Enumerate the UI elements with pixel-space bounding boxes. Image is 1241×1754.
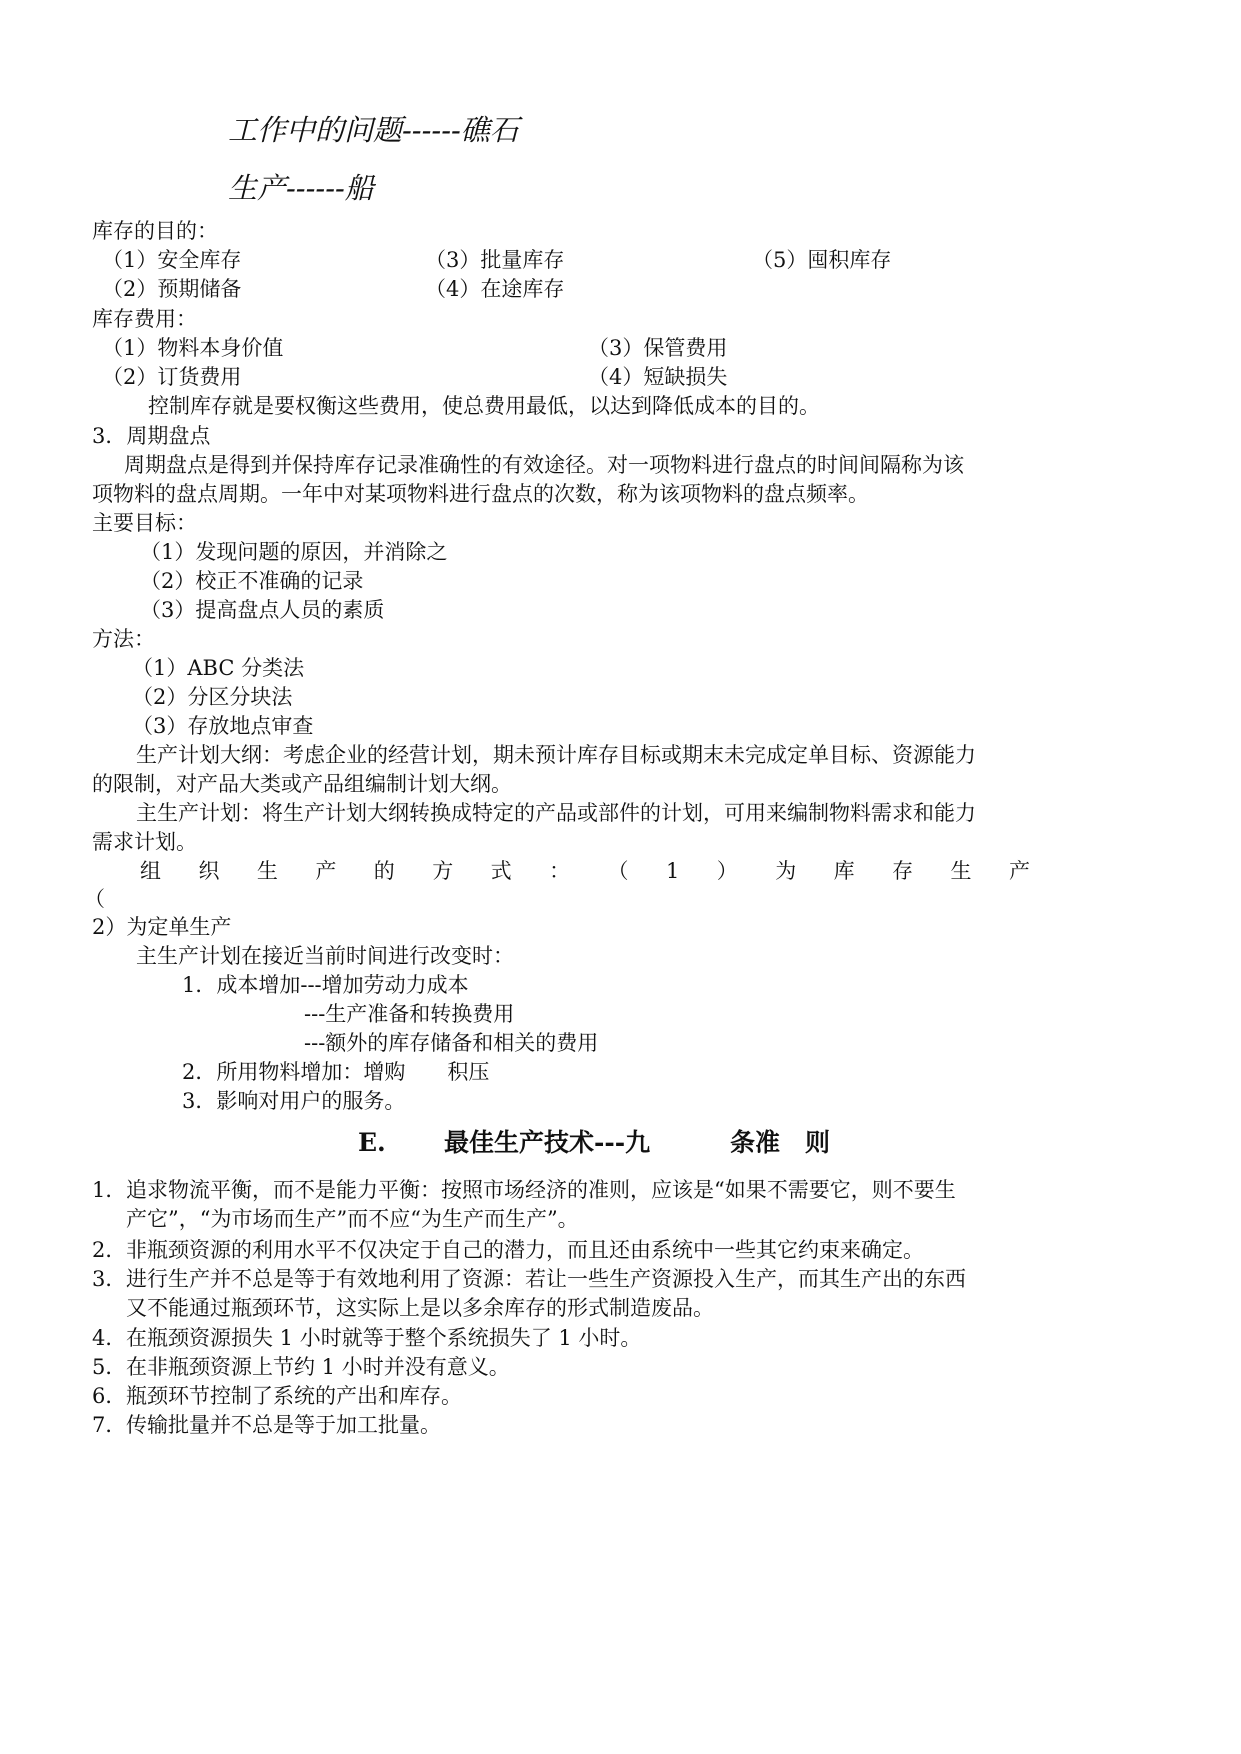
- rule-number: 2．: [92, 1238, 127, 1262]
- change-item: 1．成本增加---增加劳动力成本: [182, 973, 469, 997]
- goal-item: （2）校正不准确的记录: [140, 569, 364, 593]
- inv-purpose-item: （1）安全库存: [102, 248, 242, 272]
- inv-cost-label: 库存费用：: [92, 307, 197, 331]
- title-line-2: 生产------船: [228, 171, 374, 205]
- rule-number: 7．: [92, 1413, 127, 1437]
- method-item: （2）分区分块法: [132, 685, 293, 709]
- change-item: 2．所用物料增加：增购 积压: [182, 1060, 490, 1084]
- inv-purpose-item: （3）批量库存: [425, 248, 565, 272]
- section-e-label: E.: [358, 1128, 386, 1157]
- rule-number: 5．: [92, 1355, 127, 1379]
- spread-char: 为: [775, 859, 797, 883]
- org-method-line-2: 2）为定单生产: [92, 915, 232, 939]
- method-item: （1）ABC 分类法: [132, 656, 305, 680]
- rule-text: 传输批量并不总是等于加工批量。: [126, 1413, 441, 1437]
- change-item-sub: ---额外的库存储备和相关的费用: [304, 1031, 599, 1055]
- rule-text: 产它”，“为市场而生产”而不应“为生产而生产”。: [126, 1207, 579, 1231]
- goal-item: （3）提高盘点人员的素质: [140, 598, 385, 622]
- inv-cost-item: （1）物料本身价值: [102, 336, 284, 360]
- plan-outline-line: 的限制，对产品大类或产品组编制计划大纲。: [92, 772, 512, 796]
- rule-text: 非瓶颈资源的利用水平不仅决定于自己的潜力，而且还由系统中一些其它约束来确定。: [126, 1238, 924, 1262]
- org-method-spread-line: [140, 856, 1030, 886]
- spread-char: （: [607, 859, 629, 883]
- rule-text: 在瓶颈资源损失 1 小时就等于整个系统损失了 1 小时。: [126, 1326, 642, 1350]
- rule-number: 1．: [92, 1178, 127, 1202]
- inv-purpose-item: （5）囤积库存: [752, 248, 892, 272]
- cycle-paragraph-line: 周期盘点是得到并保持库存记录准确性的有效途径。对一项物料进行盘点的时间间隔称为该: [124, 453, 964, 477]
- mps-line: 主生产计划：将生产计划大纲转换成特定的产品或部件的计划，可用来编制物料需求和能力: [136, 801, 976, 825]
- title-line-1: 工作中的问题------礁石: [228, 113, 519, 147]
- inv-cost-note: 控制库存就是要权衡这些费用，使总费用最低，以达到降低成本的目的。: [148, 394, 820, 418]
- org-method-paren: （: [84, 887, 105, 911]
- rule-number: 6．: [92, 1384, 127, 1408]
- section-e-title-tail: 条准 则: [730, 1128, 831, 1157]
- spread-char: 产: [1008, 859, 1030, 883]
- inv-cost-item: （2）订货费用: [102, 365, 242, 389]
- inv-cost-item: （3）保管费用: [588, 336, 728, 360]
- inv-purpose-item: （4）在途库存: [425, 277, 565, 301]
- spread-char: 组: [140, 859, 161, 883]
- spread-char: 存: [892, 859, 914, 883]
- goals-label: 主要目标：: [92, 511, 197, 535]
- goal-item: （1）发现问题的原因，并消除之: [140, 540, 448, 564]
- spread-char: 1: [665, 859, 680, 883]
- spread-char: 的: [373, 859, 395, 883]
- rule-number: 4．: [92, 1326, 127, 1350]
- rule-text: 追求物流平衡，而不是能力平衡：按照市场经济的准则，应该是“如果不需要它，则不要生: [126, 1178, 956, 1202]
- spread-char: 织: [198, 859, 220, 883]
- rule-text: 在非瓶颈资源上节约 1 小时并没有意义。: [126, 1355, 510, 1379]
- spread-char: 生: [256, 859, 278, 883]
- spread-char: 库: [833, 859, 855, 883]
- spread-char: 产: [315, 859, 337, 883]
- cycle-heading: 3．周期盘点: [92, 424, 211, 448]
- method-item: （3）存放地点审查: [132, 714, 314, 738]
- cycle-paragraph-line: 项物料的盘点周期。一年中对某项物料进行盘点的次数，称为该项物料的盘点频率。: [92, 482, 869, 506]
- plan-outline-line: 生产计划大纲：考虑企业的经营计划，期未预计库存目标或期末未完成定单目标、资源能力: [136, 743, 976, 767]
- rule-text: 进行生产并不总是等于有效地利用了资源：若让一些生产资源投入生产，而其生产出的东西: [126, 1267, 966, 1291]
- change-item: 3．影响对用户的服务。: [182, 1089, 406, 1113]
- rule-text: 又不能通过瓶颈环节，这实际上是以多余库存的形式制造废品。: [126, 1296, 714, 1320]
- spread-char: ）: [716, 859, 738, 883]
- spread-char: ：: [549, 859, 571, 883]
- inv-cost-item: （4）短缺损失: [588, 365, 728, 389]
- section-e-title: 最佳生产技术---九: [444, 1128, 651, 1157]
- spread-char: 式: [490, 859, 512, 883]
- rule-text: 瓶颈环节控制了系统的产出和库存。: [126, 1384, 462, 1408]
- spread-char: 方: [432, 859, 454, 883]
- mps-line: 需求计划。: [92, 830, 197, 854]
- change-item-sub: ---生产准备和转换费用: [304, 1002, 515, 1026]
- inv-purpose-item: （2）预期储备: [102, 277, 242, 301]
- spread-char: 生: [950, 859, 972, 883]
- change-intro: 主生产计划在接近当前时间进行改变时：: [136, 944, 514, 968]
- inv-purpose-label: 库存的目的：: [92, 219, 218, 243]
- methods-label: 方法：: [92, 627, 155, 651]
- rule-number: 3．: [92, 1267, 127, 1291]
